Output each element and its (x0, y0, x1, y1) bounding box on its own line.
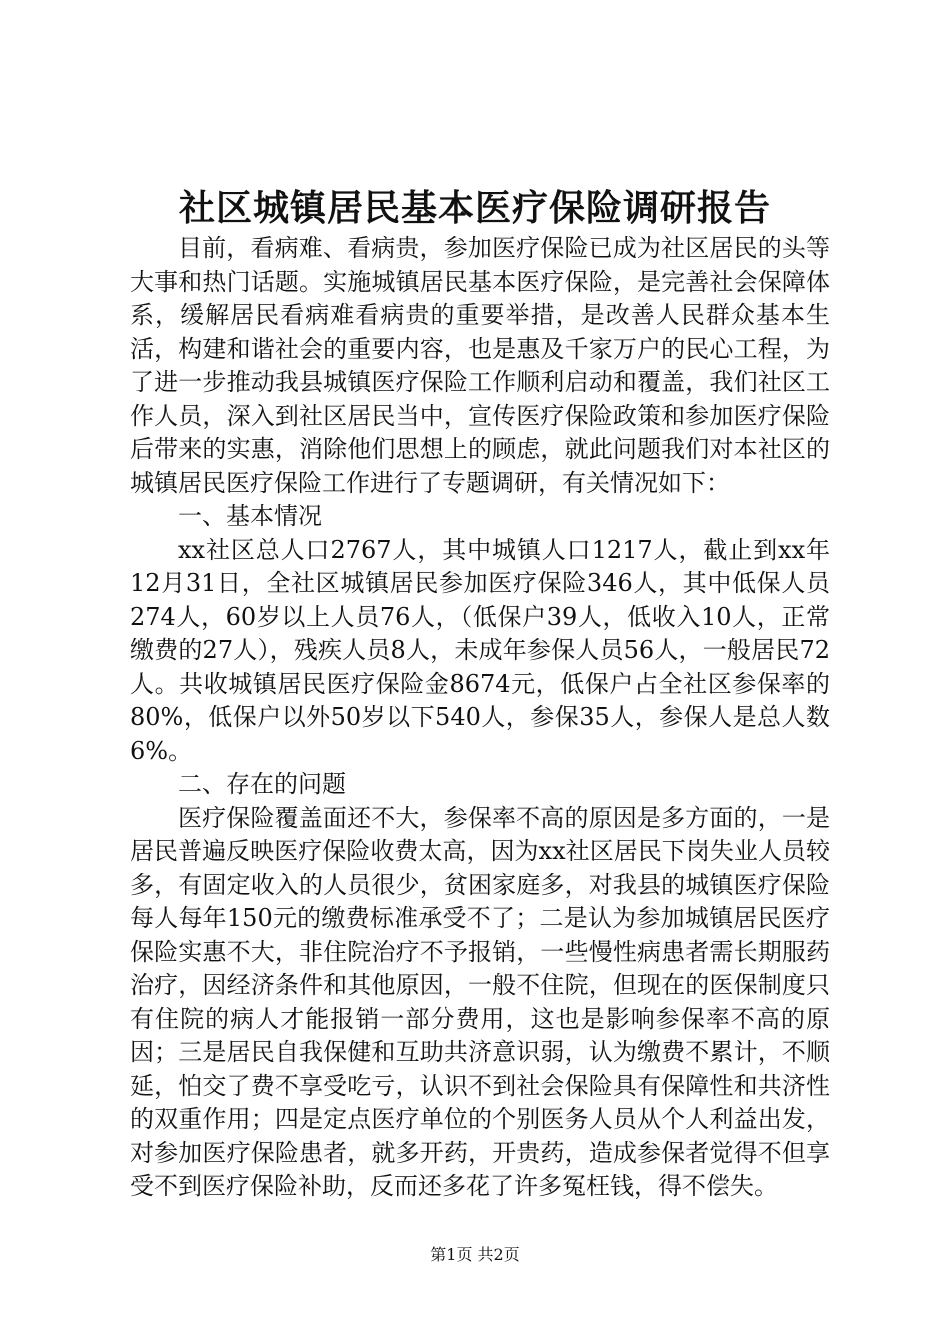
document-body (130, 232, 830, 1204)
section-heading-existing-problems: 二、存在的问题 (178, 770, 346, 798)
page-number-footer: 第1页 共2页 (430, 1245, 520, 1264)
paragraph-basic-situation: xx社区总人口2767人，其中城镇人口1217人，截止到xx年12月31日，全社区城镇居民参加医疗保险346人，其中低保人员274人，60岁以上人员76人，（低保户39人，低收入10人，正常缴费的27人），残疾人员8人，未成年参保人员56人，一般居民72人。共收城镇居民医疗保险金8674元，低保户占全社区参保率的80%，低保户以外50岁以下540人，参保35人，参保人是总人数6%。 (130, 535, 830, 765)
paragraph-intro: 目前，看病难、看病贵，参加医疗保险已成为社区居民的头等大事和热门话题。实施城镇居民基本医疗保险，是完善社会保障体系，缓解居民看病难看病贵的重要举措，是改善人民群众基本生活，构建和谐社会的重要内容，也是惠及千家万户的民心工程，为了进一步推动我县城镇医疗保险工作顺利启动和覆盖，我们社区工作人员，深入到社区居民当中，宣传医疗保险政策和参加医疗保险后带来的实惠，消除他们思想上的顾虑，就此问题我们对本社区的城镇居民医疗保险工作进行了专题调研，有关情况如下： (130, 234, 830, 497)
document-title: 社区城镇居民基本医疗保险调研报告 (178, 187, 771, 229)
paragraph-existing-problems: 医疗保险覆盖面还不大，参保率不高的原因是多方面的，一是居民普遍反映医疗保险收费太高，因为xx社区居民下岗失业人员较多，有固定收入的人员很少，贫困家庭多，对我县的城镇医疗保险每人每年150元的缴费标准承受不了；二是认为参加城镇居民医疗保险实惠不大，非住院治疗不予报销，一些慢性病患者需长期服药治疗，因经济条件和其他原因，一般不住院，但现在的医保制度只有住院的病人才能报销一部分费用，这也是影响参保率不高的原因；三是居民自我保健和互助共济意识弱，认为缴费不累计，不顺延，怕交了费不享受吃亏，认识不到社会保险具有保障性和共济性的双重作用；四是定点医疗单位的个别医务人员从个人利益出发，对参加医疗保险患者，就多开药，开贵药，造成参保者觉得不但享受不到医疗保险补助，反而还多花了许多冤枉钱，得不偿失。 (130, 803, 830, 1200)
section-heading-basic-situation: 一、基本情况 (178, 502, 322, 530)
